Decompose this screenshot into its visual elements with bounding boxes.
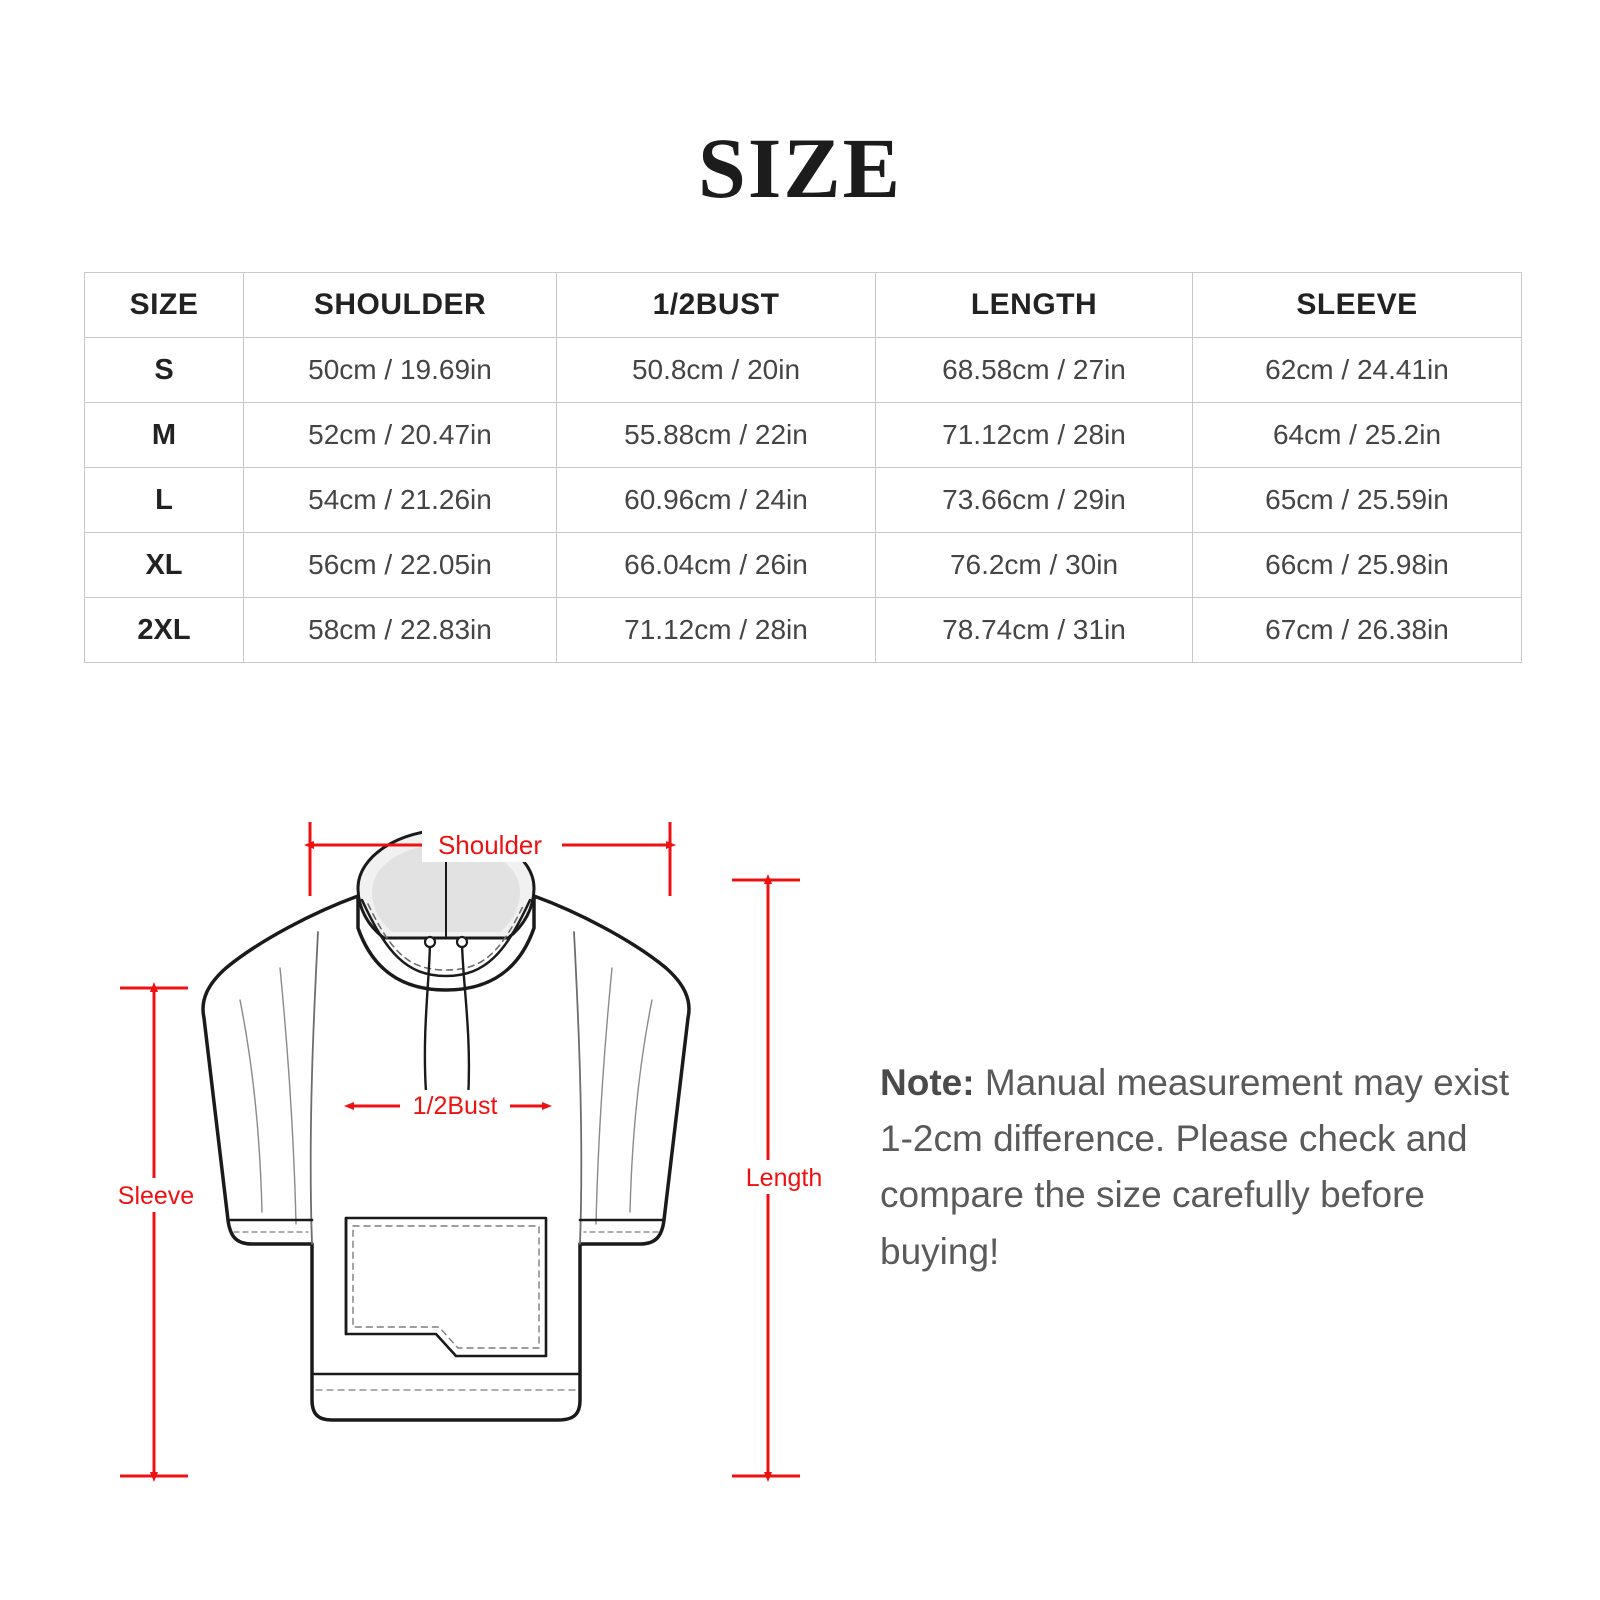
cell-bust: 66.04cm / 26in — [557, 533, 876, 598]
note-text: Manual measurement may exist 1-2cm difference. Please check and compare the size carefully before buying! — [880, 1062, 1510, 1272]
cell-shoulder: 52cm / 20.47in — [244, 403, 557, 468]
cell-size: S — [85, 338, 244, 403]
cell-length: 68.58cm / 27in — [876, 338, 1193, 403]
column-header-bust: 1/2BUST — [557, 273, 876, 338]
cell-sleeve: 67cm / 26.38in — [1193, 598, 1522, 663]
table-row — [85, 533, 1522, 598]
column-header-sleeve: SLEEVE — [1193, 273, 1522, 338]
cell-size: 2XL — [85, 598, 244, 663]
label-length: Length — [745, 1164, 823, 1192]
cell-length: 73.66cm / 29in — [876, 468, 1193, 533]
cell-length: 76.2cm / 30in — [876, 533, 1193, 598]
cell-sleeve: 65cm / 25.59in — [1193, 468, 1522, 533]
table-row — [85, 338, 1522, 403]
page-title: SIZE — [697, 120, 903, 216]
table-row — [85, 468, 1522, 533]
label-sleeve: Sleeve — [117, 1182, 195, 1210]
note-label: Note: — [880, 1062, 975, 1103]
column-header-length: LENGTH — [876, 273, 1193, 338]
cell-length: 78.74cm / 31in — [876, 598, 1193, 663]
note-block — [880, 1055, 1520, 1280]
hoodie-illustration — [203, 830, 689, 1420]
cell-sleeve: 64cm / 25.2in — [1193, 403, 1522, 468]
cell-bust: 55.88cm / 22in — [557, 403, 876, 468]
table-row — [85, 598, 1522, 663]
label-shoulder: Shoulder — [437, 830, 543, 860]
cell-shoulder: 54cm / 21.26in — [244, 468, 557, 533]
cell-sleeve: 66cm / 25.98in — [1193, 533, 1522, 598]
cell-shoulder: 58cm / 22.83in — [244, 598, 557, 663]
cell-size: L — [85, 468, 244, 533]
cell-bust: 71.12cm / 28in — [557, 598, 876, 663]
cell-shoulder: 50cm / 19.69in — [244, 338, 557, 403]
cell-bust: 60.96cm / 24in — [557, 468, 876, 533]
cell-sleeve: 62cm / 24.41in — [1193, 338, 1522, 403]
label-bust: 1/2Bust — [412, 1092, 498, 1120]
hoodie-measurement-diagram — [100, 800, 860, 1520]
column-header-size: SIZE — [85, 273, 244, 338]
cell-bust: 50.8cm / 20in — [557, 338, 876, 403]
cell-size: M — [85, 403, 244, 468]
size-chart-table — [84, 272, 1522, 663]
cell-shoulder: 56cm / 22.05in — [244, 533, 557, 598]
table-row — [85, 403, 1522, 468]
cell-size: XL — [85, 533, 244, 598]
table-header-row — [85, 273, 1522, 338]
column-header-shoulder: SHOULDER — [244, 273, 557, 338]
cell-length: 71.12cm / 28in — [876, 403, 1193, 468]
